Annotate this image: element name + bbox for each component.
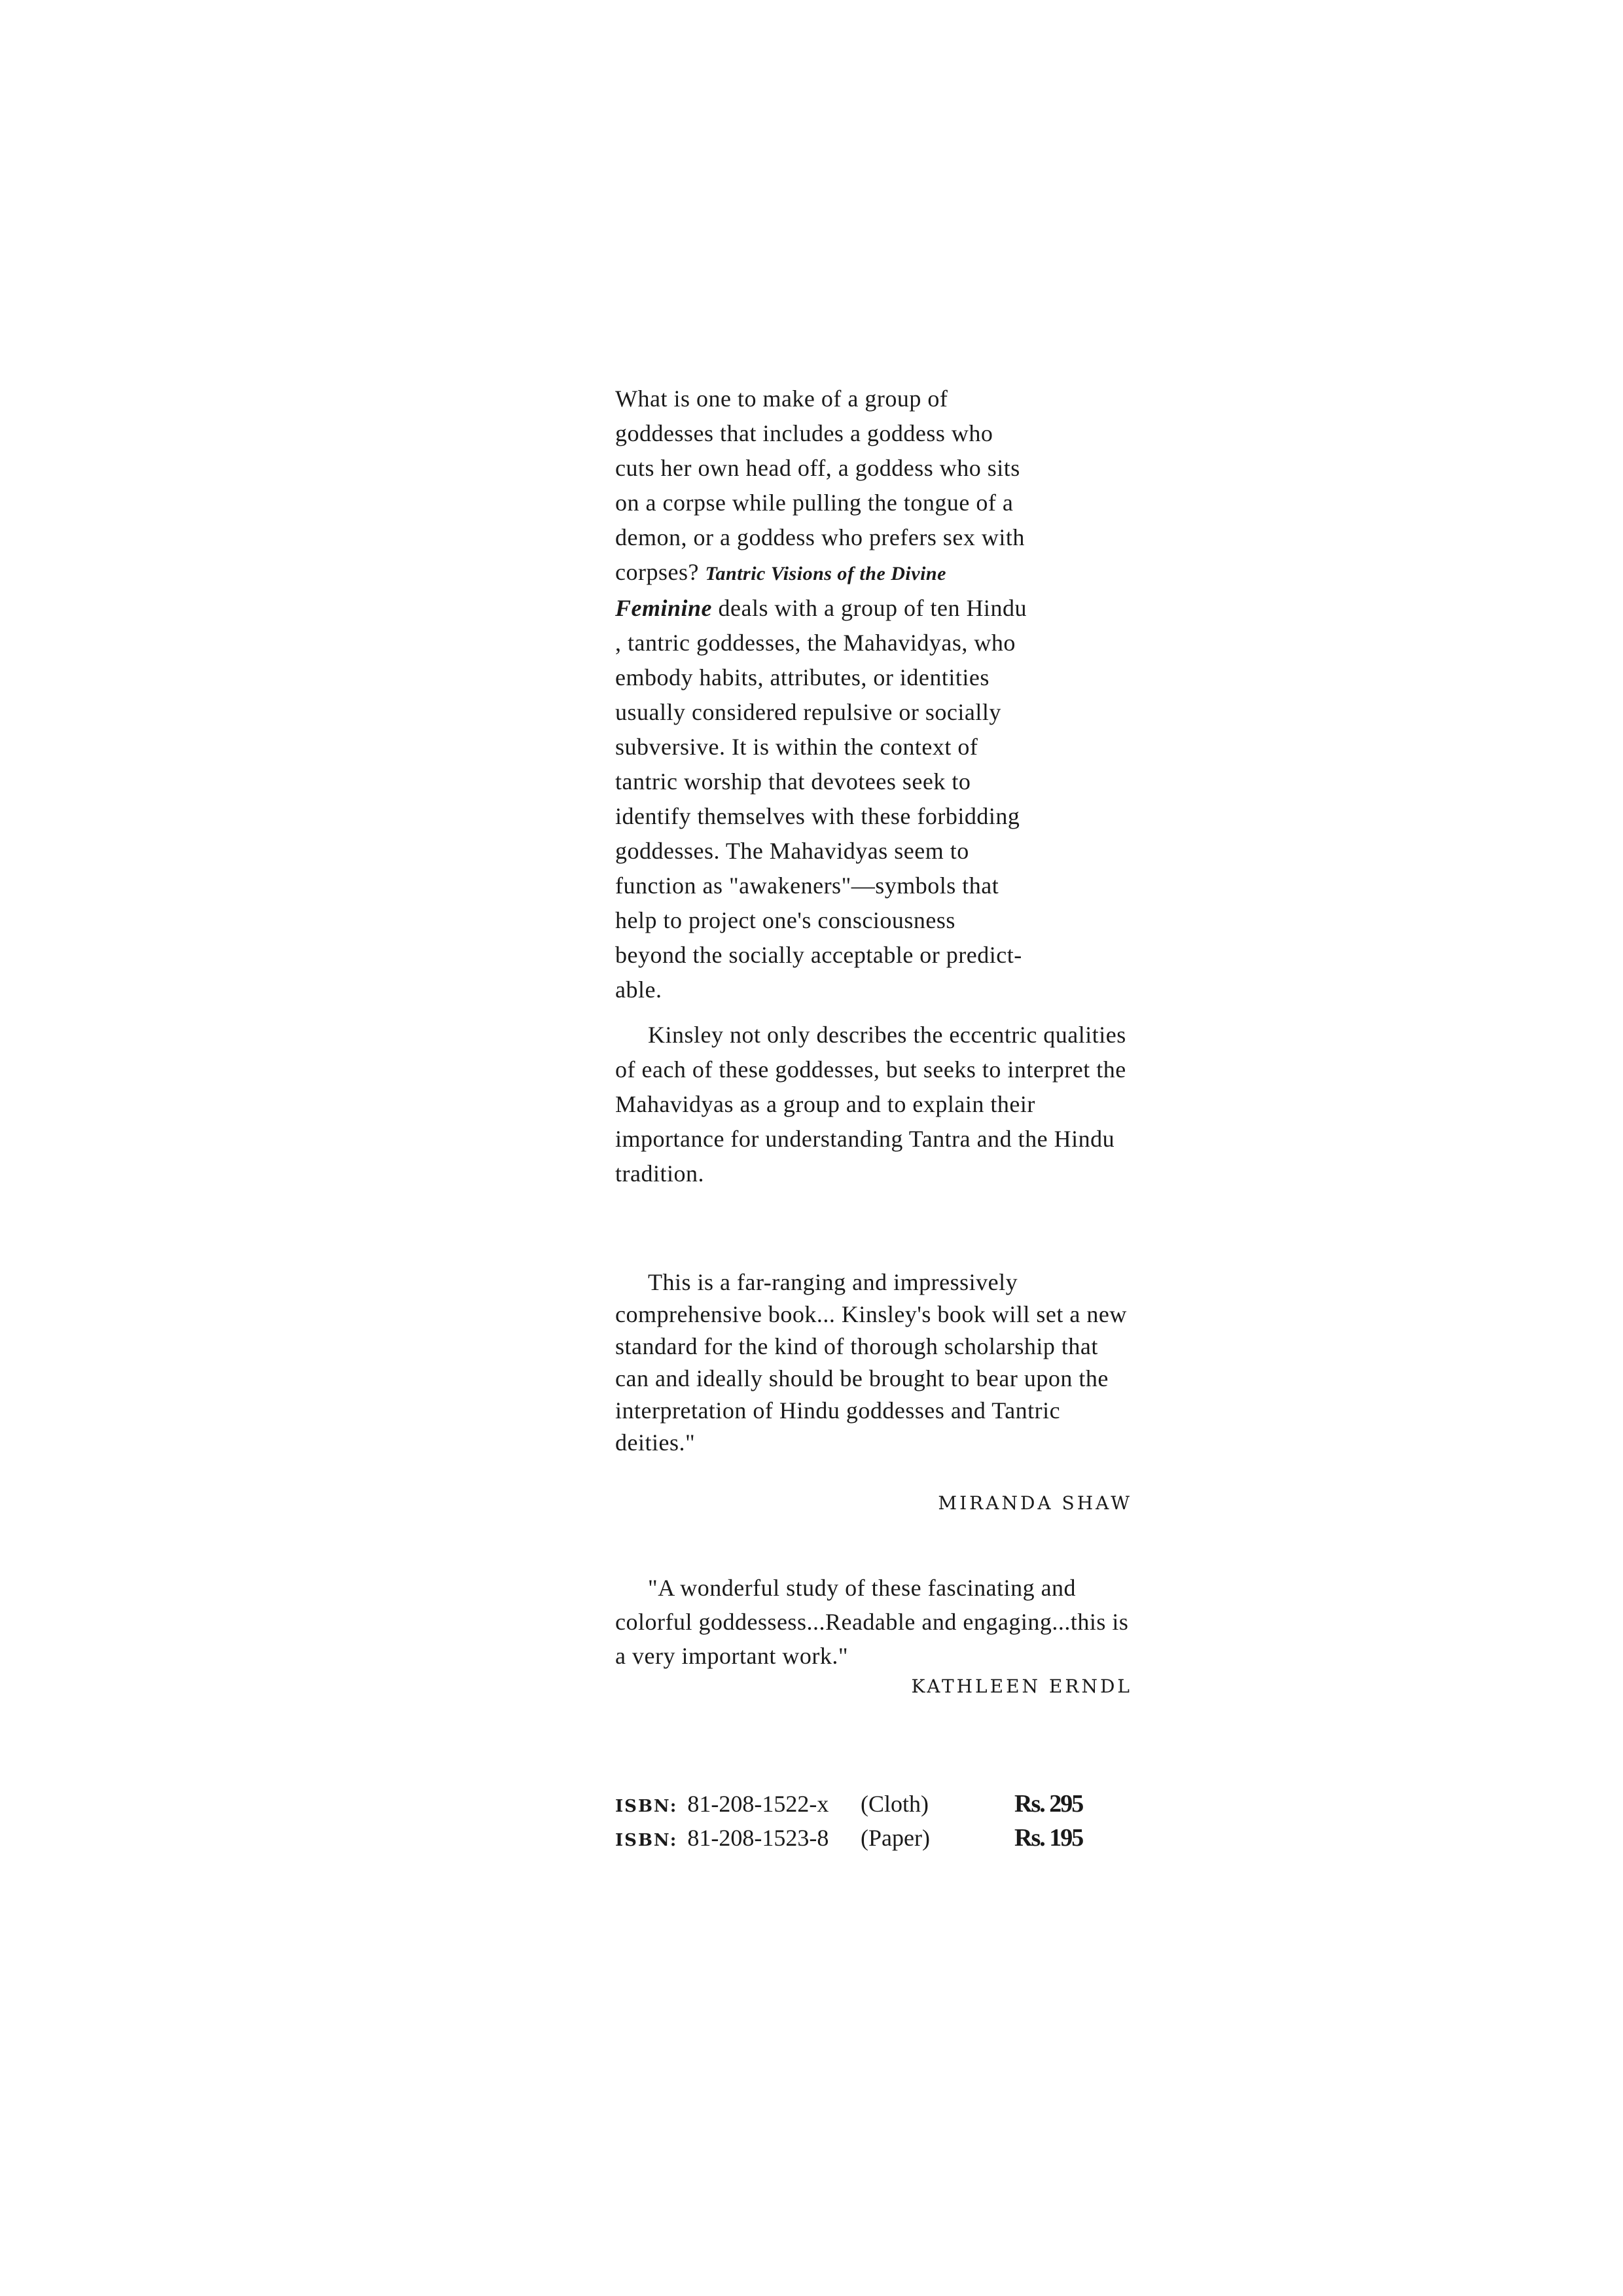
- text-line-with-title: [615, 591, 1132, 626]
- text-line: What is one to make of a group of: [615, 386, 948, 412]
- isbn-label: ISBN:: [615, 1831, 678, 1850]
- review-quote-1: [615, 1266, 1132, 1459]
- isbn-label: ISBN:: [615, 1797, 678, 1816]
- text-line: demon, or a goddess who prefers sex with: [615, 524, 1025, 550]
- text-line: function as "awakeners"—symbols that: [615, 872, 999, 899]
- text-line: tantric worship that devotees seek to: [615, 768, 971, 795]
- text-fragment: corpses?: [615, 559, 699, 585]
- isbn-row-paper: [615, 1821, 1132, 1855]
- text-line: goddesses that includes a goddess who: [615, 420, 993, 446]
- review-quote-2: [615, 1571, 1132, 1673]
- review-author-2: KATHLEEN ERNDL: [911, 1676, 1132, 1697]
- text-line: subversive. It is within the context of: [615, 734, 978, 760]
- text-line: cuts her own head off, a goddess who sits: [615, 455, 1020, 481]
- text-line: beyond the socially acceptable or predict-: [615, 942, 1022, 968]
- text-line: , tantric goddesses, the Mahavidyas, who: [615, 630, 1016, 656]
- text-line: usually considered repulsive or socially: [615, 699, 1001, 725]
- review-quote-2-body: "A wonderful study of these fascinating and colorful goddessess...Readable and engaging...this is a very important work.": [615, 1575, 1129, 1669]
- isbn-binding: (Paper): [861, 1825, 930, 1851]
- book-title-part1: Tantric Visions of the Divine: [705, 563, 946, 584]
- text-line-with-title: [615, 555, 1132, 591]
- isbn-binding: (Cloth): [861, 1791, 929, 1817]
- isbn-row-cloth: [615, 1787, 1132, 1821]
- text-line: help to project one's consciousness: [615, 907, 955, 933]
- text-line: able.: [615, 977, 662, 1003]
- review-quote-1-body: comprehensive book... Kinsley's book will set a new standard for the kind of thorough scholarship that can and ideally should be brought to bear upon the interpretation of Hindu goddesses and Tantric deities.": [615, 1301, 1127, 1456]
- text-fragment: deals with a group of ten Hindu: [718, 595, 1027, 621]
- text-line: identify themselves with these forbidding: [615, 803, 1020, 829]
- isbn-price-list: [615, 1787, 1132, 1855]
- isbn-number: 81-208-1522-x: [687, 1791, 829, 1817]
- review-author-1: MIRANDA SHAW: [938, 1492, 1132, 1514]
- description-paragraph: [615, 382, 1132, 1007]
- text-line: on a corpse while pulling the tongue of a: [615, 490, 1014, 516]
- price: Rs. 195: [1014, 1824, 1083, 1852]
- isbn-number: 81-208-1523-8: [687, 1825, 829, 1851]
- text-line: goddesses. The Mahavidyas seem to: [615, 838, 969, 864]
- text-line: embody habits, attributes, or identities: [615, 664, 990, 691]
- book-title-part2: Feminine: [615, 595, 713, 621]
- description-paragraph-2: Kinsley not only describes the eccentric qualities of each of these goddesses, but seeks to interpret the Mahavidyas as a group and to explain their importance for understanding Tantra and the Hindu tradition.: [615, 1022, 1126, 1187]
- price: Rs. 295: [1014, 1790, 1083, 1818]
- review-quote-1-first-line: This is a far-ranging and impressively: [648, 1269, 1018, 1295]
